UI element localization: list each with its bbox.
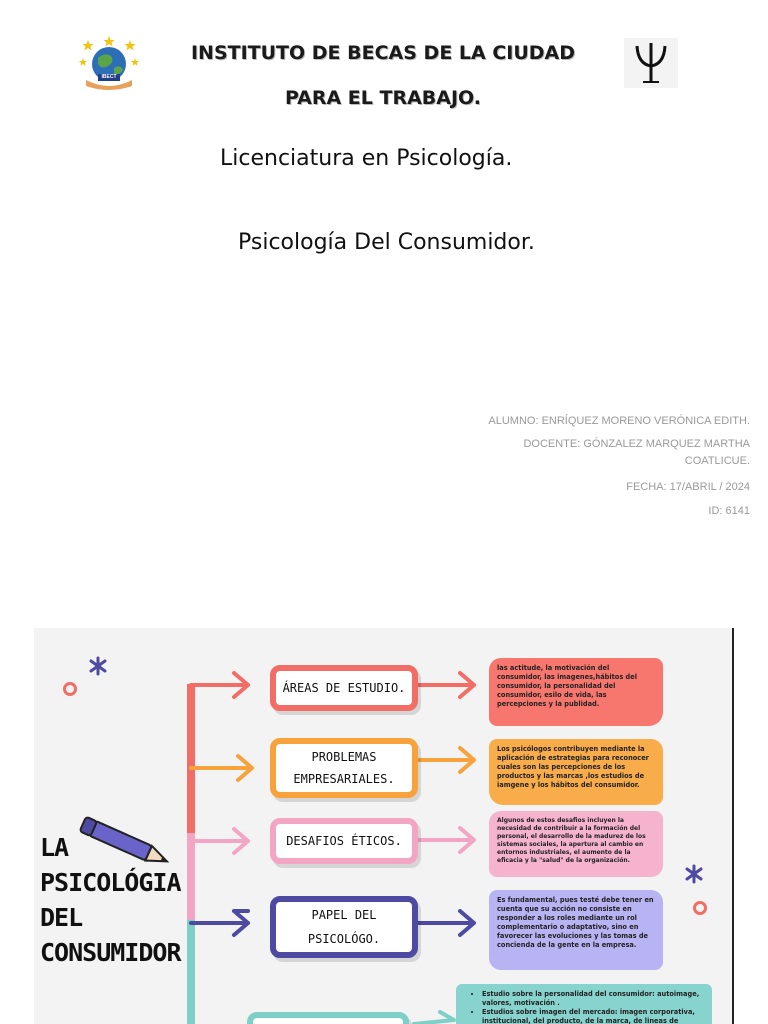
category-label: EMPRESARIALES. [293,772,395,786]
asterisk-icon [91,658,105,674]
psi-symbol-icon [624,38,678,88]
description-fifth [456,984,712,1024]
student-id: ID: 6141 [708,505,750,517]
category-fifth [247,1012,409,1024]
degree-title: Licenciatura en Psicología. [220,146,513,171]
logo-text: IBECT [101,74,117,80]
student-name: ALUMNO: ENRÍQUEZ MORENO VERÓNICA EDITH. [488,415,750,427]
category-label: PROBLEMAS [311,750,377,764]
institute-logo [78,34,140,90]
category-problemas-empresariales [270,738,418,798]
category-label: DESAFIOS ÉTICOS. [286,834,402,848]
title-line: CONSUMIDOR [40,938,181,967]
category-label: PAPEL DEL [311,908,377,922]
category-label: PSICOLÓGO. [307,932,381,946]
course-title: Psicología Del Consumidor. [238,230,535,255]
description-desafios: Algunos de estos desafios incluyen la necesidad de contribuir a la formación del personal, el desarrollo de la madurez de los sistemas sociales, la apertura al cambio en entornos industriales, el aumento de la eficacia y la "salud" de la organización. [489,811,663,877]
psi-logo [624,38,678,88]
title-line: PSICOLÓGIA [40,868,181,897]
category-areas-de-estudio [270,665,418,711]
title-line: LA [40,833,69,862]
teacher-name-line2: COATLICUE. [684,455,750,467]
globe-icon [78,34,140,90]
poster-title [40,830,181,970]
description-areas: las actitude, la motivación del consumidor, las imagenes,hábitos del consumidor, la personalidad del consumidor, esilo de vida, las percepciones y la publidad. [489,658,663,726]
teacher-name-line1: DOCENTE: GÓNZALEZ MARQUEZ MARTHA [523,438,750,450]
category-label: ÁREAS DE ESTUDIO. [282,681,406,695]
category-papel-del-psicologo [270,896,418,958]
description-problemas: Los psicólogos contribuyen mediante la aplicación de estrategias para reconocer cuales son las percepciones de los productos y las marcas ,los estudios de iamgene y los hábitos del consumidor. [489,739,663,805]
description-bullet: • Estudios sobre imagen del mercado: imagen corporativa, institucional, del producto, de la marca, de lineas de [482,1008,704,1024]
description-papel: Es fundamental, pues testé debe tener en cuenta que su acción no consiste en responder a los roles mediante un rol complementario o adaptativo, sino en favorecer las evoluciones y las tomas de concienda de la gente en la empresa. [489,890,663,970]
title-line: DEL [40,903,83,932]
category-desafios-eticos [270,818,418,864]
description-bullet: • Estudio sobre la personalidad del consumidor: autoimage, valores, motivación . [482,990,704,1008]
concept-map-poster [34,628,734,1024]
institute-name-line1: INSTITUTO DE BECAS DE LA CIUDAD [190,42,576,64]
institute-name-line2: PARA EL TRABAJO. [284,87,482,109]
date: FECHA: 17/ABRIL / 2024 [626,481,750,493]
